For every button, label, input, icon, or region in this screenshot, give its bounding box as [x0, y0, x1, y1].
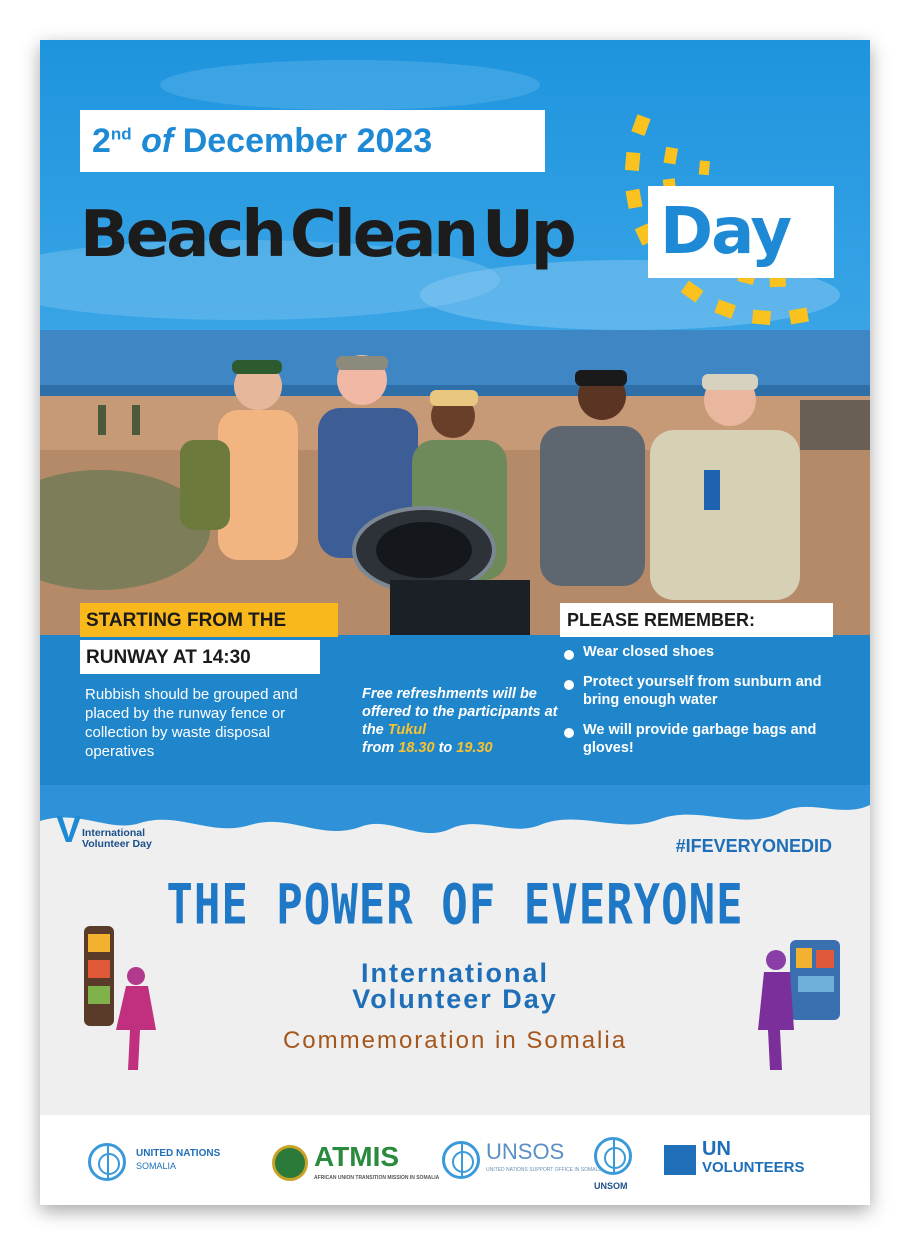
un-emblem-icon	[664, 1145, 696, 1175]
un-emblem-icon	[594, 1137, 632, 1175]
title-beach: Beach	[80, 198, 284, 272]
title-up: Up	[481, 198, 574, 272]
ivd-logo: V International Volunteer Day	[56, 809, 152, 851]
title-clean: Clean	[289, 198, 476, 272]
title-day-box	[648, 186, 834, 278]
remember-list	[562, 643, 832, 769]
list-item: Protect yourself from sunburn and bring enough water	[562, 673, 832, 709]
start-line-2: RUNWAY AT 14:30	[80, 640, 320, 674]
un-volunteers-logo: UN VOLUNTEERS	[664, 1115, 834, 1205]
hashtag: #IFEVERYONEDID	[675, 836, 832, 856]
commemoration-subtitle: Commemoration in Somalia	[282, 1027, 628, 1054]
volunteer-figure-right-illustration	[740, 920, 850, 1080]
un-emblem-icon	[88, 1143, 126, 1181]
partner-logos	[40, 1115, 870, 1205]
ivd-title: International Volunteer Day	[352, 958, 558, 1014]
volunteer-figure-left-illustration	[78, 920, 168, 1080]
volunteers-photo	[40, 330, 870, 650]
title-day: Day	[660, 195, 791, 269]
rubbish-instructions: Rubbish should be grouped and placed by the runway fence or collection by waste disposal operatives	[85, 686, 298, 760]
list-item: Wear closed shoes	[562, 643, 832, 661]
remember-title: PLEASE REMEMBER:	[560, 603, 833, 637]
unsom-logo: UNSOM	[590, 1115, 650, 1205]
refreshments-note: Free refreshments will be offered to the participants at the Tukul from 18.30 to 19.30	[362, 686, 558, 756]
un-emblem-icon	[442, 1141, 480, 1179]
africa-emblem-icon	[272, 1145, 308, 1181]
atmis-logo: ATMIS AFRICAN UNION TRANSITION MISSION IN SOMALIA	[272, 1115, 422, 1205]
list-item: We will provide garbage bags and gloves!	[562, 721, 832, 757]
power-of-everyone-title: THE POWER OF EVERYONE	[166, 873, 744, 938]
start-line-1: STARTING FROM THE	[80, 603, 338, 637]
unsos-logo: UNSOS UNITED NATIONS SUPPORT OFFICE IN SOMALIA	[442, 1115, 572, 1205]
poster	[40, 40, 870, 1205]
un-somalia-logo: UNITED NATIONS SOMALIA	[88, 1115, 248, 1205]
brush-stroke	[160, 60, 540, 110]
event-date: 2nd of December 2023	[80, 110, 545, 172]
